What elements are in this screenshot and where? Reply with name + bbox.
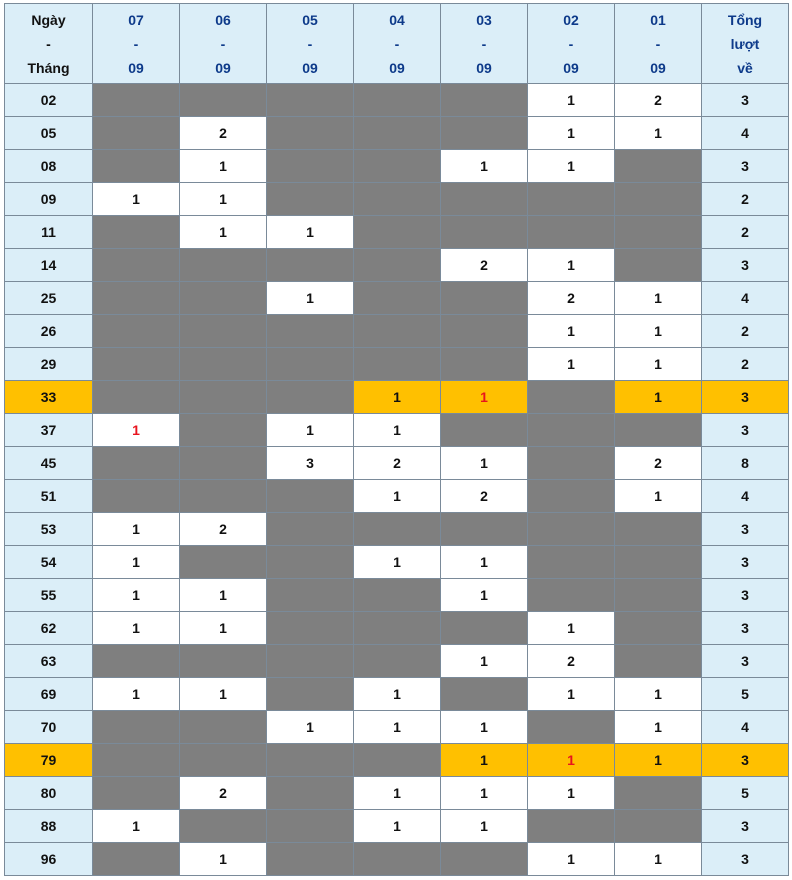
count-cell: 1 [615,282,702,315]
total-header-line: Tổng [727,11,763,28]
row-total-cell: 3 [702,546,789,579]
count-cell: 1 [441,645,528,678]
empty-cell [267,84,354,117]
count-cell: 2 [615,447,702,480]
count-cell: 1 [528,117,615,150]
empty-cell [267,513,354,546]
empty-cell [528,216,615,249]
row-number-cell: 63 [5,645,93,678]
count-cell: 2 [441,249,528,282]
count-cell: 1 [615,315,702,348]
row-number-cell: 88 [5,810,93,843]
count-cell: 2 [528,282,615,315]
date-day: 01 [650,11,666,28]
table-row [5,216,789,249]
empty-cell [528,810,615,843]
empty-cell [267,612,354,645]
date-day: 07 [128,11,144,28]
count-cell: 1 [180,183,267,216]
row-number-cell: 25 [5,282,93,315]
count-cell: 1 [93,546,180,579]
row-number-cell: 55 [5,579,93,612]
table-row [5,678,789,711]
table-row [5,84,789,117]
empty-cell [267,249,354,282]
date-column-header [267,4,354,84]
count-cell: 3 [267,447,354,480]
date-day: 06 [215,11,231,28]
empty-cell [180,447,267,480]
empty-cell [354,216,441,249]
empty-cell [354,249,441,282]
count-cell: 1 [441,810,528,843]
count-cell: 2 [180,117,267,150]
row-number-cell: 08 [5,150,93,183]
empty-cell [354,84,441,117]
date-month: 09 [302,59,318,76]
empty-cell [267,480,354,513]
empty-cell [354,612,441,645]
row-total-cell: 3 [702,249,789,282]
table-row [5,447,789,480]
count-cell: 1 [441,150,528,183]
empty-cell [615,150,702,183]
table-row [5,645,789,678]
row-total-cell: 3 [702,150,789,183]
date-month: 09 [389,59,405,76]
empty-cell [441,282,528,315]
count-cell: 1 [528,150,615,183]
date-month: 09 [128,59,144,76]
table-row [5,579,789,612]
date-sep: - [655,35,661,52]
empty-cell [528,711,615,744]
count-cell: 1 [441,711,528,744]
empty-cell [267,315,354,348]
row-total-cell: 2 [702,348,789,381]
table-row [5,381,789,414]
empty-cell [180,84,267,117]
count-cell: 2 [528,645,615,678]
count-cell: 1 [180,150,267,183]
table-row [5,777,789,810]
row-number-cell: 62 [5,612,93,645]
count-cell: 1 [615,480,702,513]
row-total-cell: 3 [702,843,789,876]
empty-cell [93,249,180,282]
count-cell: 1 [267,711,354,744]
count-cell: 1 [93,612,180,645]
count-cell: 1 [354,546,441,579]
empty-cell [354,117,441,150]
count-cell: 1 [180,216,267,249]
row-total-cell: 4 [702,711,789,744]
empty-cell [93,777,180,810]
date-column-header [180,4,267,84]
row-number-cell: 80 [5,777,93,810]
empty-cell [93,282,180,315]
count-cell: 2 [615,84,702,117]
empty-cell [180,744,267,777]
table-row [5,414,789,447]
count-cell: 1 [267,216,354,249]
empty-cell [441,513,528,546]
empty-cell [615,612,702,645]
count-cell: 1 [93,513,180,546]
table-row [5,810,789,843]
table-row [5,348,789,381]
empty-cell [441,348,528,381]
empty-cell [354,348,441,381]
row-number-cell: 37 [5,414,93,447]
count-cell: 1 [615,711,702,744]
date-column-header [441,4,528,84]
row-number-cell: 05 [5,117,93,150]
row-number-cell: 09 [5,183,93,216]
count-cell: 1 [354,810,441,843]
row-total-cell: 3 [702,645,789,678]
date-day: 03 [476,11,492,28]
empty-cell [441,117,528,150]
count-cell: 1 [93,678,180,711]
empty-cell [267,183,354,216]
empty-cell [528,546,615,579]
empty-cell [93,447,180,480]
row-total-cell: 3 [702,744,789,777]
empty-cell [180,249,267,282]
row-total-cell: 5 [702,777,789,810]
total-column-header [702,4,789,84]
empty-cell [267,843,354,876]
date-sep: - [481,35,487,52]
table-row [5,315,789,348]
date-sep: - [307,35,313,52]
empty-cell [267,645,354,678]
row-number-cell: 26 [5,315,93,348]
empty-cell [615,414,702,447]
count-cell: 1 [615,678,702,711]
date-month: 09 [650,59,666,76]
table-body [5,84,789,876]
count-cell: 1 [528,777,615,810]
empty-cell [267,678,354,711]
date-day: 05 [302,11,318,28]
count-cell: 1 [180,579,267,612]
lottery-frequency-table [4,3,789,876]
empty-cell [354,744,441,777]
date-month: 09 [476,59,492,76]
row-total-cell: 3 [702,810,789,843]
empty-cell [93,117,180,150]
count-cell: 1 [441,579,528,612]
empty-cell [441,843,528,876]
row-total-cell: 4 [702,117,789,150]
count-cell: 1 [354,777,441,810]
empty-cell [93,843,180,876]
empty-cell [93,744,180,777]
row-total-cell: 3 [702,513,789,546]
count-cell: 1 [441,447,528,480]
row-total-cell: 3 [702,612,789,645]
empty-cell [441,183,528,216]
table-row [5,744,789,777]
date-sep: - [220,35,226,52]
count-cell: 1 [180,612,267,645]
table-row [5,480,789,513]
total-header-line: về [737,59,753,76]
count-cell: 1 [441,777,528,810]
count-cell: 1 [354,480,441,513]
count-cell: 1 [93,810,180,843]
count-cell: 1 [615,843,702,876]
empty-cell [180,282,267,315]
empty-cell [615,645,702,678]
empty-cell [528,480,615,513]
row-total-cell: 4 [702,480,789,513]
empty-cell [441,414,528,447]
count-cell: 2 [180,513,267,546]
row-number-cell: 69 [5,678,93,711]
table-row [5,117,789,150]
table-row [5,612,789,645]
empty-cell [615,579,702,612]
empty-cell [93,84,180,117]
empty-cell [528,447,615,480]
date-column-header [354,4,441,84]
row-total-cell: 5 [702,678,789,711]
header-row [5,4,789,84]
row-number-cell: 53 [5,513,93,546]
count-cell: 1 [354,414,441,447]
count-cell: 1 [93,183,180,216]
empty-cell [615,249,702,282]
label-header-line: Ngày [31,11,66,28]
row-number-cell: 45 [5,447,93,480]
empty-cell [441,216,528,249]
count-cell: 1 [354,678,441,711]
count-cell: 1 [528,249,615,282]
empty-cell [267,546,354,579]
empty-cell [267,744,354,777]
row-number-cell: 33 [5,381,93,414]
count-cell: 2 [354,447,441,480]
empty-cell [354,150,441,183]
count-cell: 1 [615,348,702,381]
empty-cell [354,579,441,612]
row-number-cell: 70 [5,711,93,744]
count-cell: 1 [528,843,615,876]
date-sep: - [394,35,400,52]
count-cell: 1 [441,381,528,414]
empty-cell [354,513,441,546]
count-cell: 1 [180,843,267,876]
count-cell: 2 [441,480,528,513]
empty-cell [441,84,528,117]
count-cell: 1 [354,381,441,414]
count-cell: 1 [615,744,702,777]
row-number-cell: 14 [5,249,93,282]
empty-cell [615,183,702,216]
empty-cell [180,645,267,678]
date-column-header [615,4,702,84]
empty-cell [180,315,267,348]
label-header-line: Tháng [27,59,70,76]
date-day: 04 [389,11,405,28]
row-total-cell: 2 [702,315,789,348]
empty-cell [615,216,702,249]
row-number-cell: 11 [5,216,93,249]
empty-cell [93,381,180,414]
table-row [5,249,789,282]
empty-cell [615,546,702,579]
count-cell: 1 [528,744,615,777]
row-number-cell: 02 [5,84,93,117]
empty-cell [93,216,180,249]
empty-cell [180,348,267,381]
date-month: 09 [563,59,579,76]
empty-cell [528,381,615,414]
row-total-cell: 4 [702,282,789,315]
count-cell: 1 [528,678,615,711]
empty-cell [180,480,267,513]
count-cell: 1 [180,678,267,711]
empty-cell [528,513,615,546]
empty-cell [615,810,702,843]
table-row [5,513,789,546]
empty-cell [267,810,354,843]
empty-cell [93,150,180,183]
empty-cell [441,315,528,348]
row-number-cell: 29 [5,348,93,381]
date-day: 02 [563,11,579,28]
row-total-cell: 2 [702,216,789,249]
count-cell: 2 [180,777,267,810]
table-row [5,546,789,579]
empty-cell [615,777,702,810]
empty-cell [528,414,615,447]
empty-cell [267,348,354,381]
empty-cell [354,315,441,348]
empty-cell [180,414,267,447]
empty-cell [354,645,441,678]
count-cell: 1 [615,381,702,414]
count-cell: 1 [528,612,615,645]
count-cell: 1 [441,546,528,579]
empty-cell [93,711,180,744]
empty-cell [441,612,528,645]
empty-cell [93,645,180,678]
date-column-header [528,4,615,84]
count-cell: 1 [93,579,180,612]
table-row [5,711,789,744]
row-number-cell: 54 [5,546,93,579]
empty-cell [267,117,354,150]
date-month: 09 [215,59,231,76]
empty-cell [93,480,180,513]
empty-cell [441,678,528,711]
empty-cell [267,579,354,612]
empty-cell [180,810,267,843]
empty-cell [528,579,615,612]
row-total-cell: 3 [702,579,789,612]
empty-cell [354,282,441,315]
empty-cell [267,777,354,810]
empty-cell [180,381,267,414]
row-total-cell: 3 [702,84,789,117]
date-sep: - [568,35,574,52]
count-cell: 1 [528,84,615,117]
empty-cell [528,183,615,216]
table-row [5,150,789,183]
empty-cell [615,513,702,546]
row-total-cell: 3 [702,381,789,414]
row-number-cell: 51 [5,480,93,513]
count-cell: 1 [441,744,528,777]
empty-cell [93,348,180,381]
label-header-line: - [46,35,51,52]
label-column-header [5,4,93,84]
empty-cell [93,315,180,348]
date-column-header [93,4,180,84]
count-cell: 1 [528,348,615,381]
row-number-cell: 79 [5,744,93,777]
total-header-line: lượt [730,35,760,52]
empty-cell [354,183,441,216]
count-cell: 1 [615,117,702,150]
row-total-cell: 8 [702,447,789,480]
count-cell: 1 [528,315,615,348]
date-sep: - [133,35,139,52]
count-cell: 1 [93,414,180,447]
table-row [5,282,789,315]
empty-cell [354,843,441,876]
empty-cell [267,381,354,414]
row-number-cell: 96 [5,843,93,876]
empty-cell [180,711,267,744]
count-cell: 1 [267,282,354,315]
count-cell: 1 [267,414,354,447]
table-row [5,183,789,216]
row-total-cell: 2 [702,183,789,216]
table-row [5,843,789,876]
empty-cell [180,546,267,579]
row-total-cell: 3 [702,414,789,447]
empty-cell [267,150,354,183]
count-cell: 1 [354,711,441,744]
